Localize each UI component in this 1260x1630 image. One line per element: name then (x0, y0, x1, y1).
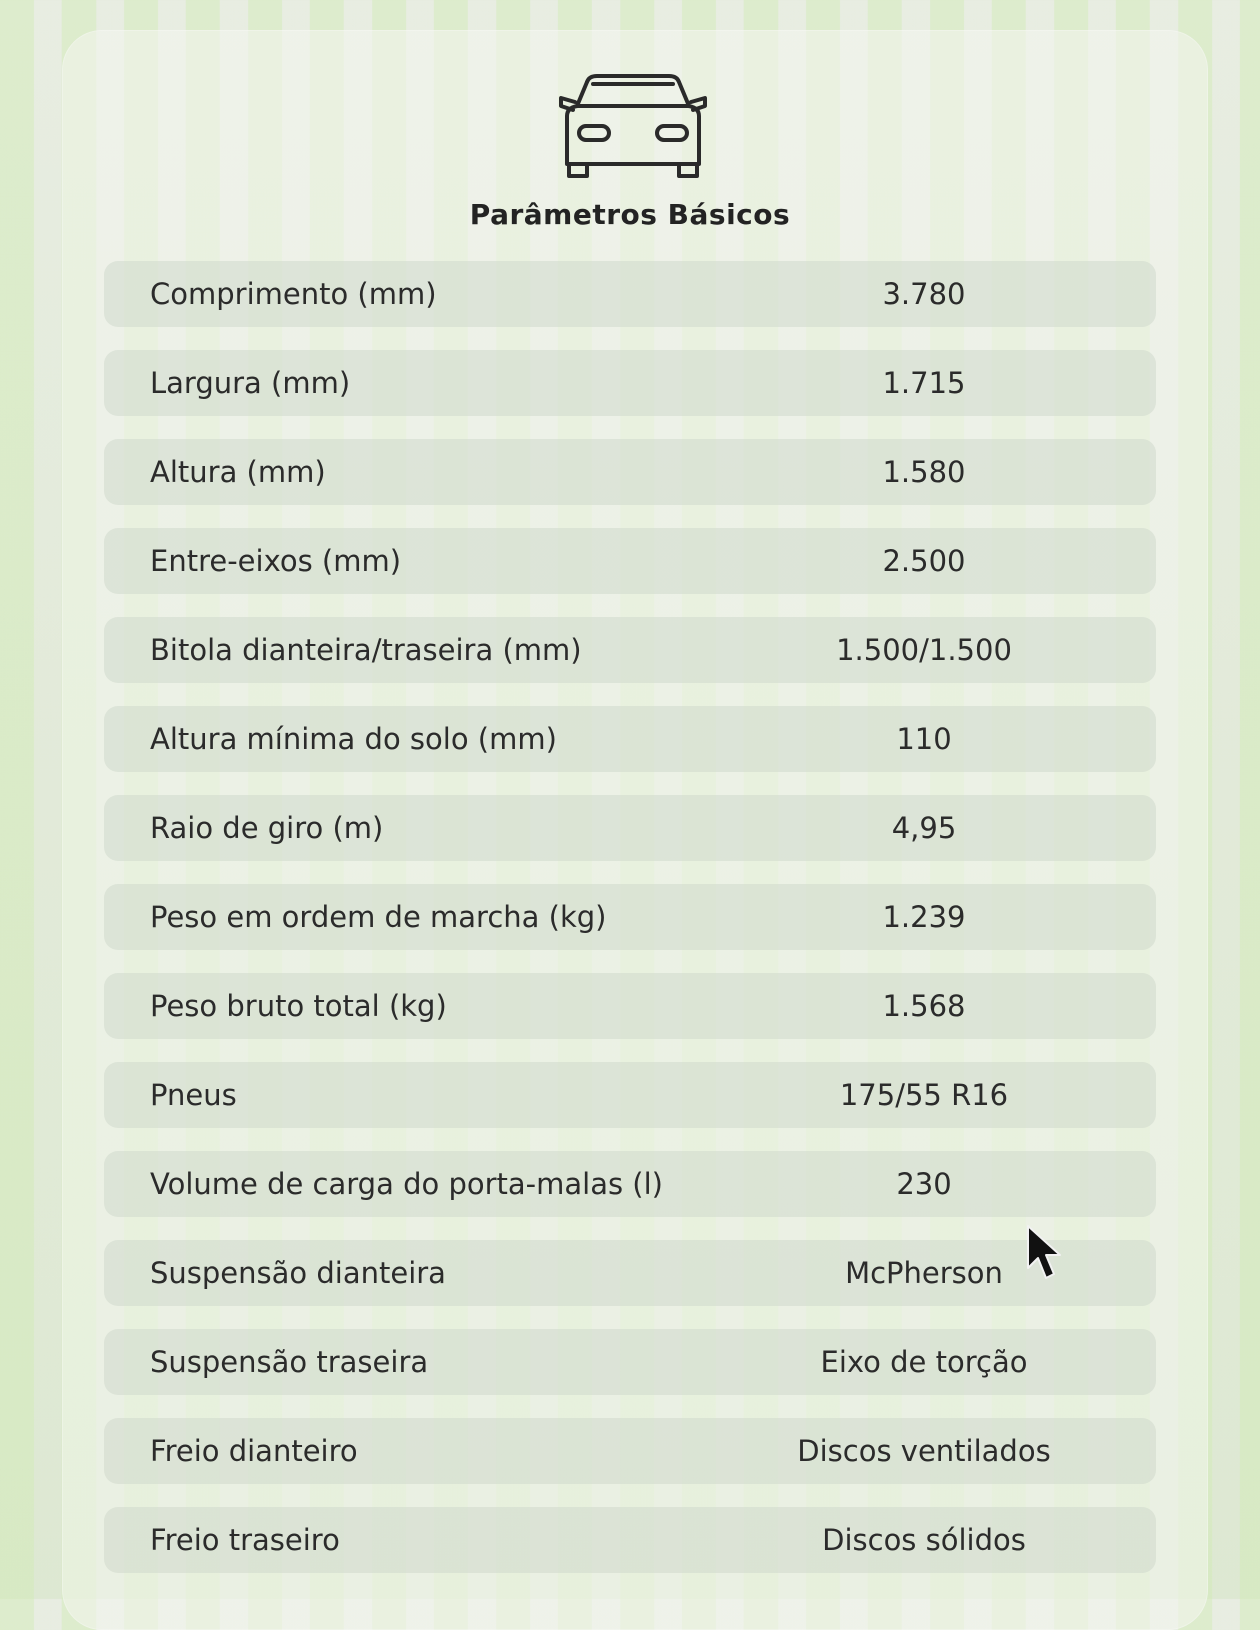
spec-row-peso-bruto (104, 973, 1156, 1039)
spec-row-entre-eixos (104, 528, 1156, 594)
spec-label: Peso bruto total (kg) (150, 989, 447, 1023)
spec-label: Largura (mm) (150, 366, 351, 400)
spec-value: 4,95 (891, 811, 957, 845)
spec-value: 1.568 (882, 989, 966, 1023)
spec-value: Discos sólidos (822, 1523, 1026, 1557)
spec-value: 175/55 R16 (839, 1078, 1009, 1112)
spec-label: Volume de carga do porta-malas (l) (150, 1167, 663, 1201)
spec-row-raio-de-giro (104, 795, 1156, 861)
spec-value: 3.780 (882, 277, 966, 311)
spec-row-suspensao-dianteira (104, 1240, 1156, 1306)
spec-label: Comprimento (mm) (150, 277, 437, 311)
spec-label: Entre-eixos (mm) (150, 544, 402, 578)
spec-table (104, 261, 1156, 1596)
spec-row-suspensao-traseira (104, 1329, 1156, 1395)
spec-row-freio-traseiro (104, 1507, 1156, 1573)
spec-label: Suspensão dianteira (150, 1256, 446, 1290)
spec-row-volume-carga (104, 1151, 1156, 1217)
spec-label: Freio dianteiro (150, 1434, 358, 1468)
spec-value: 1.715 (882, 366, 966, 400)
spec-row-freio-dianteiro (104, 1418, 1156, 1484)
spec-row-altura-minima (104, 706, 1156, 772)
spec-value: 1.239 (882, 900, 966, 934)
spec-value: Discos ventilados (797, 1434, 1051, 1468)
section-title: Parâmetros Básicos (469, 198, 791, 231)
spec-value: 2.500 (882, 544, 966, 578)
spec-value: 1.500/1.500 (836, 633, 1012, 667)
spec-label: Pneus (150, 1078, 237, 1112)
spec-row-altura (104, 439, 1156, 505)
spec-row-peso-ordem-marcha (104, 884, 1156, 950)
spec-label: Bitola dianteira/traseira (mm) (150, 633, 582, 667)
spec-value: Eixo de torção (820, 1345, 1028, 1379)
spec-row-largura (104, 350, 1156, 416)
spec-value: 110 (896, 722, 952, 756)
spec-value: 230 (896, 1167, 952, 1201)
spec-label: Peso em ordem de marcha (kg) (150, 900, 607, 934)
spec-label: Freio traseiro (150, 1523, 340, 1557)
spec-label: Suspensão traseira (150, 1345, 429, 1379)
spec-value: 1.580 (882, 455, 966, 489)
spec-label: Raio de giro (m) (150, 811, 384, 845)
mouse-pointer-icon (1026, 1224, 1062, 1282)
car-front-icon (557, 72, 709, 180)
spec-label: Altura mínima do solo (mm) (150, 722, 557, 756)
spec-label: Altura (mm) (150, 455, 326, 489)
spec-row-bitola (104, 617, 1156, 683)
spec-row-comprimento (104, 261, 1156, 327)
spec-value: McPherson (845, 1256, 1003, 1290)
spec-row-pneus (104, 1062, 1156, 1128)
